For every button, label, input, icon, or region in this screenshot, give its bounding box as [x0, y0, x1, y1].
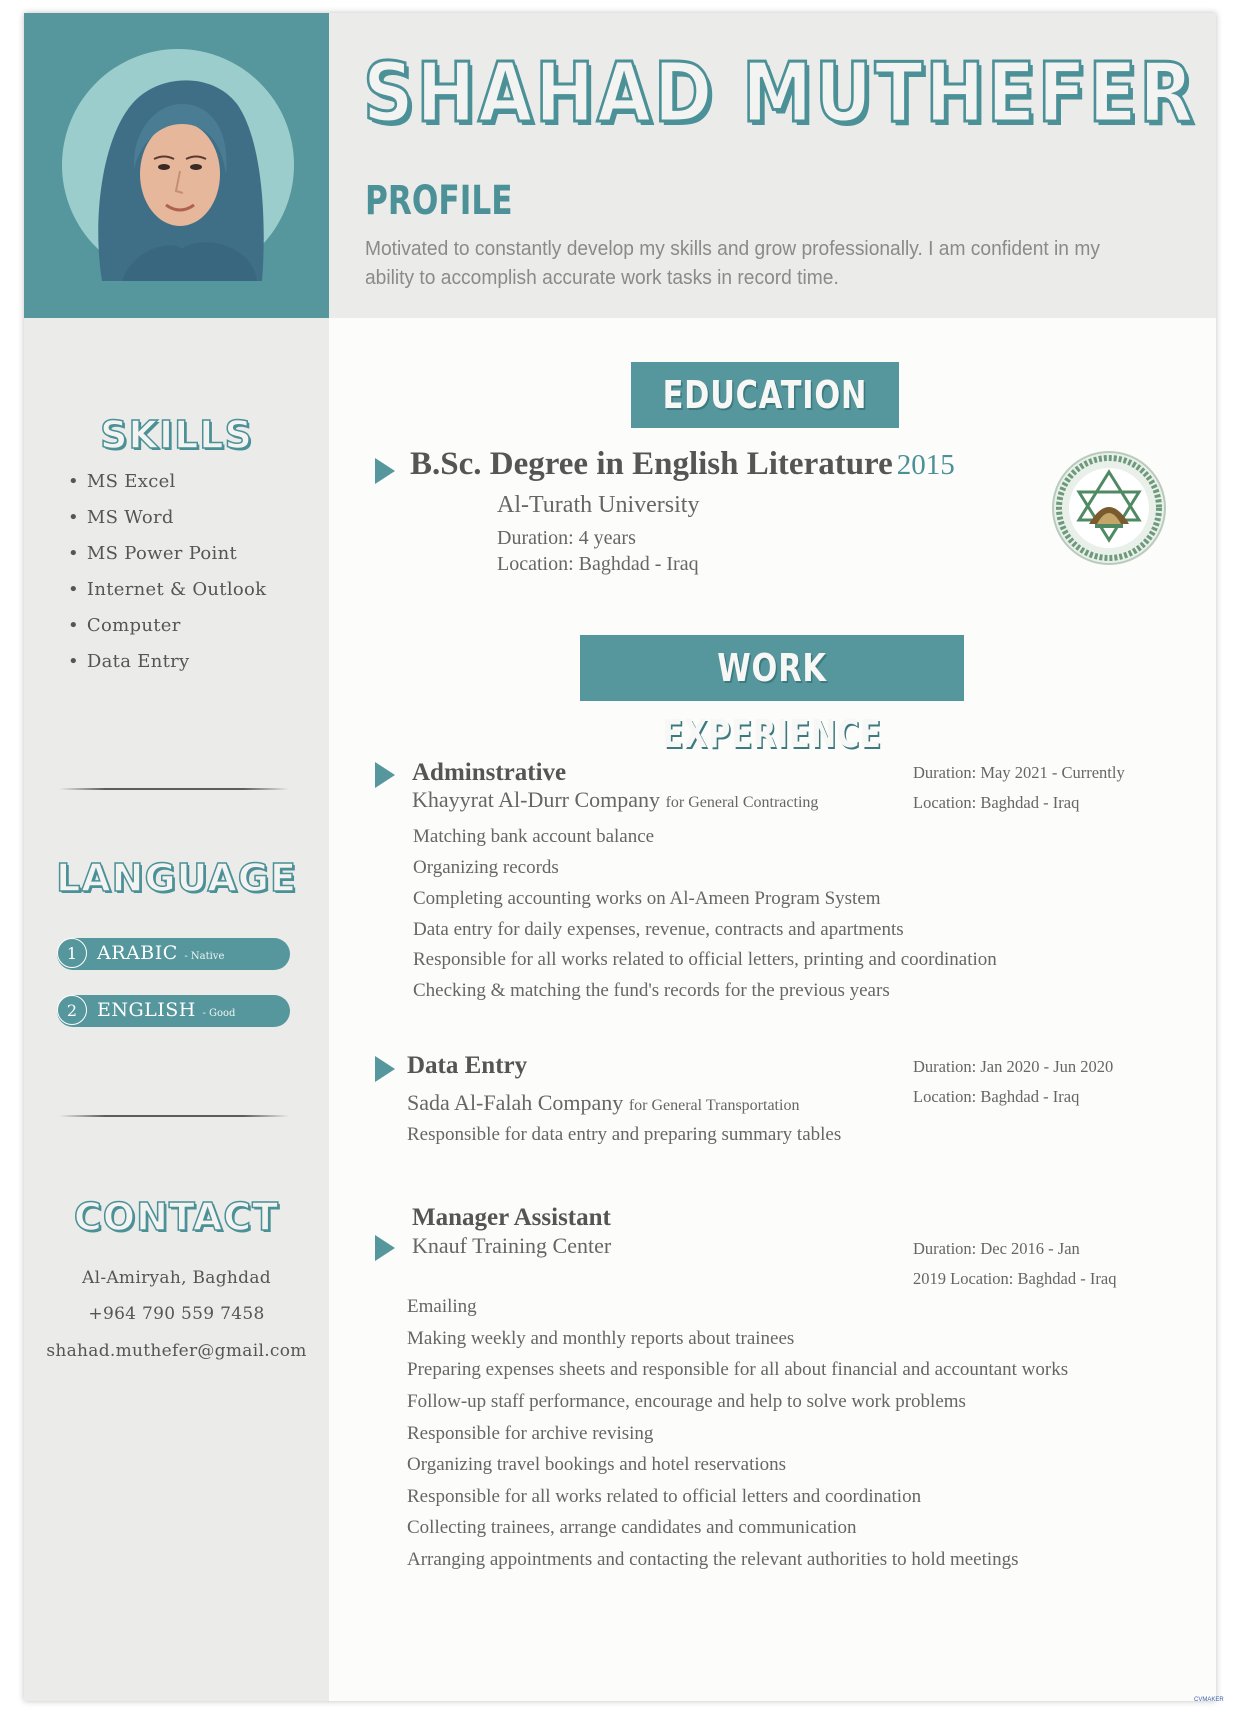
skill-item: • Internet & Outlook	[68, 572, 266, 608]
duty-item: Responsible for all works related to official letters and coordination	[407, 1486, 922, 1507]
duty-item: Preparing expenses sheets and responsible for all about financial and accountant works	[407, 1359, 1069, 1380]
bullet-triangle-icon	[375, 1056, 395, 1082]
education-heading-label: EDUCATION	[662, 373, 868, 417]
degree-name: B.Sc. Degree in English Literature	[410, 446, 893, 482]
duty-item: Collecting trainees, arrange candidates and communication	[407, 1517, 857, 1538]
duty-item: Responsible for archive revising	[407, 1423, 654, 1444]
skill-item: • MS Excel	[68, 464, 266, 500]
job-company	[412, 1233, 611, 1259]
bullet-triangle-icon	[375, 458, 395, 484]
duty-item: Responsible for all works related to official letters, printing and coordination	[413, 949, 997, 970]
profile-summary: Motivated to constantly develop my skills and grow professionally. I am confident in my ability to accomplish accurate work tasks in record time.	[365, 238, 1100, 289]
language-label: ARABIC	[97, 942, 178, 964]
education-location: Location: Baghdad - Iraq	[497, 553, 699, 575]
contact-address: Al-Amiryah, Baghdad	[82, 1268, 271, 1288]
company-suffix: for General Contracting	[665, 794, 819, 811]
contact-heading: CONTACT	[73, 1195, 280, 1239]
candidate-name: SHAHAD MUTHEFER	[363, 46, 1197, 141]
duty-item: Making weekly and monthly reports about trainees	[407, 1328, 795, 1349]
duty-item: Arranging appointments and contacting the relevant authorities to hold meetings	[407, 1549, 1019, 1570]
bullet-triangle-icon	[375, 762, 395, 788]
skills-heading: SKILLS	[100, 413, 253, 457]
language-heading: LANGUAGE	[56, 856, 297, 900]
university-seal-logo	[1051, 450, 1167, 566]
duty-item: Emailing	[407, 1296, 477, 1317]
duty-item: Organizing travel bookings and hotel reservations	[407, 1454, 787, 1475]
job-company	[412, 787, 818, 813]
duty-item: Follow-up staff performance, encourage and help to solve work problems	[407, 1391, 966, 1412]
language-number: 2	[57, 995, 87, 1025]
watermark-logo: CVMAKER	[1194, 1697, 1224, 1703]
language-name	[97, 999, 235, 1021]
job-location: Location: Baghdad - Iraq	[913, 793, 1080, 812]
skill-item: • MS Word	[68, 500, 266, 536]
degree-title	[410, 446, 955, 483]
language-number: 1	[57, 938, 87, 968]
language-level: - Native	[184, 951, 225, 962]
duty-item: Checking & matching the fund's records for the previous years	[413, 980, 890, 1001]
job-location: 2019 Location: Baghdad - Iraq	[913, 1269, 1117, 1288]
contact-email: shahad.muthefer@gmail.com	[46, 1341, 307, 1361]
language-level: - Good	[202, 1008, 236, 1019]
photo-panel	[24, 13, 329, 318]
degree-year: 2015	[896, 449, 955, 481]
education-duration: Duration: 4 years	[497, 527, 636, 549]
header	[329, 13, 1216, 318]
language-name	[97, 942, 224, 964]
profile-heading: PROFILE	[365, 178, 513, 224]
divider	[59, 1115, 289, 1117]
sidebar	[24, 318, 329, 1701]
duty-item: Responsible for data entry and preparing summary tables	[407, 1124, 842, 1145]
job-title: Adminstrative	[412, 759, 567, 786]
language-label: ENGLISH	[97, 999, 196, 1021]
job-duration: Duration: May 2021 - Currently	[913, 763, 1125, 782]
job-title: Data Entry	[407, 1052, 528, 1079]
job-location: Location: Baghdad - Iraq	[913, 1087, 1080, 1106]
skills-list	[68, 464, 266, 680]
resume-page	[24, 13, 1224, 1703]
duty-item: Data entry for daily expenses, revenue, contracts and apartments	[413, 919, 904, 940]
job-duration: Duration: Dec 2016 - Jan	[913, 1239, 1080, 1258]
duty-item: Matching bank account balance	[413, 826, 655, 847]
job-title: Manager Assistant	[412, 1204, 611, 1231]
work-experience-heading	[580, 635, 964, 756]
university-name: Al-Turath University	[497, 492, 700, 518]
language-pill-arabic	[57, 938, 290, 970]
skill-item: • Computer	[68, 608, 266, 644]
divider	[59, 788, 289, 790]
duty-item: Organizing records	[413, 857, 559, 878]
company-name: Khayyrat Al-Durr Company	[412, 787, 661, 812]
profile-photo	[62, 49, 294, 281]
bullet-triangle-icon	[375, 1235, 395, 1261]
skill-item: • Data Entry	[68, 644, 266, 680]
job-duration: Duration: Jan 2020 - Jun 2020	[913, 1057, 1114, 1076]
job-company	[407, 1090, 799, 1116]
company-name: Sada Al-Falah Company	[407, 1090, 624, 1115]
language-pill-english	[57, 995, 290, 1027]
company-name: Knauf Training Center	[412, 1233, 612, 1258]
education-heading	[631, 362, 899, 428]
work-heading-label: WORK EXPERIENCE	[662, 646, 882, 756]
contact-phone: +964 790 559 7458	[88, 1304, 265, 1324]
duty-item: Completing accounting works on Al-Ameen Program System	[413, 888, 881, 909]
skill-item: • MS Power Point	[68, 536, 266, 572]
company-suffix: for General Transportation	[628, 1097, 800, 1114]
